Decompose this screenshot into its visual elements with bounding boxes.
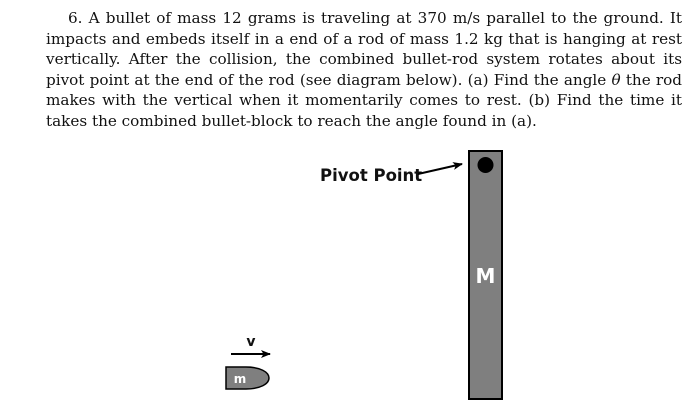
bullet xyxy=(226,367,269,389)
velocity-label: v xyxy=(246,334,256,350)
problem-text-part-1: A bullet of mass 12 grams is traveling at 370 m/s parallel to the ground. It impacts and embeds itself in a end of a rod of mass 1.2 kg that is hanging at rest vertically. After the collision, the combined bullet-rod system rotates about its pivot point at the end of the rod (see diagram below). (a) Find the angle xyxy=(46,9,683,89)
problem-text-part-2: the rod makes with the vertical when it momentarily comes to rest. (b) Find the time it takes the combined bullet-block to reach the angle found in (a). xyxy=(46,70,683,130)
problem-number: 6. xyxy=(68,9,83,27)
bullet-mass-label: m xyxy=(233,372,247,386)
rod-mass-label: M xyxy=(475,264,496,288)
theta-symbol: θ xyxy=(611,70,621,89)
pivot-dot xyxy=(478,157,494,173)
pivot-arrow xyxy=(418,164,462,174)
pivot-point-label: Pivot Point xyxy=(320,166,423,185)
